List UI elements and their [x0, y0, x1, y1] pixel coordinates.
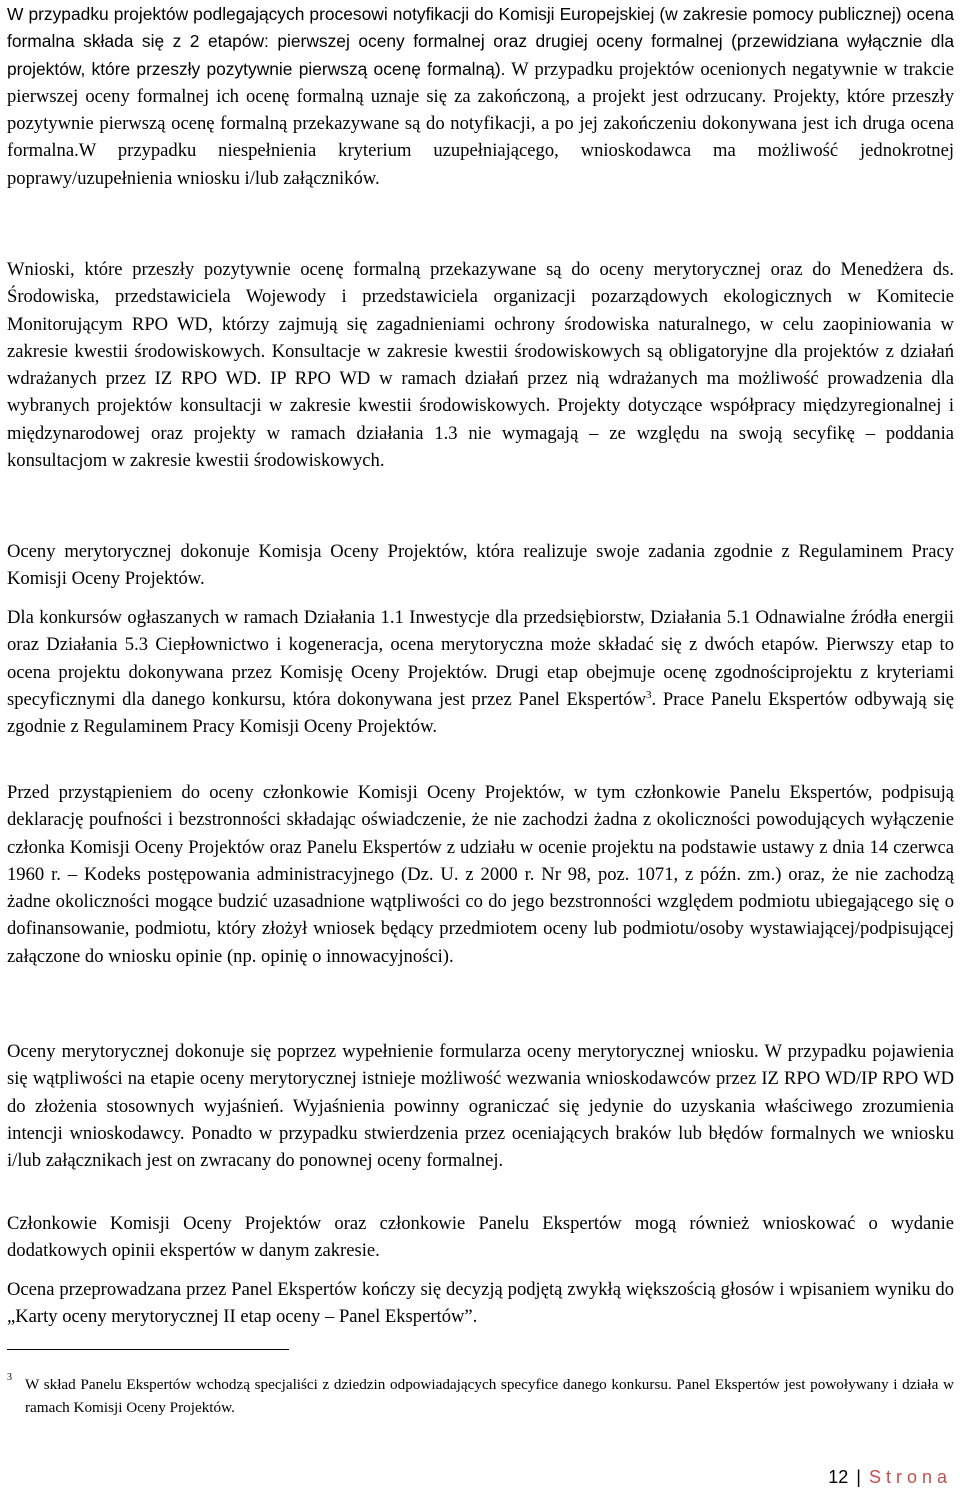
footnote-text: W skład Panelu Ekspertów wchodzą specjaliści z dziedzin odpowiadających specyfice danego konkursu. Panel Ekspertów jest powoływany i działa w ramach Komisji Oceny Projektów.: [25, 1376, 954, 1416]
paragraph-3-text: Oceny merytorycznej dokonuje Komisja Oceny Projektów, która realizuje swoje zadania zgodnie z Regulaminem Pracy Komisji Oceny Projektów.: [7, 541, 954, 590]
paragraph-7-text: Członkowie Komisji Oceny Projektów oraz członkowie Panelu Ekspertów mogą również wnioskować o wydanie dodatkowych opinii ekspertów w danym zakresie.: [7, 1213, 954, 1262]
page-number: [828, 1465, 952, 1489]
paragraph-7: [7, 1210, 954, 1265]
paragraph-5-text: Przed przystąpieniem do oceny członkowie Komisji Oceny Projektów, w tym członkowie Panelu Ekspertów, podpisują deklarację poufności i bezstronności składając oświadczenie, że nie zachodzi żadna z okoliczności powodujących wyłączenie członka Komisji Oceny Projektów oraz Panelu Ekspertów z udziału w ocenie projektu na podstawie ustawy z dnia 14 czerwca 1960 r. – Kodeks postępowania administracyjnego (Dz. U. z 2000 r. Nr 98, poz. 1071, z późn. zm.) oraz, że nie zachodzą żadne okoliczności mogące budzić uzasadnione wątpliwości co do jego bezstronności względem podmiotu ubiegającego się o dofinansowanie, podmiotu, który złożył wniosek będący przedmiotem oceny lub podmiotu/osoby wystawiającej/podpisującej załączone do wniosku opinie (np. opinię o innowacyjności).: [7, 782, 954, 967]
paragraph-4-part-3: . Prace Panelu Ekspertów odbywają się zgodnie z Regulaminem Pracy Komisji Oceny Projektów.: [7, 688, 954, 738]
page-number-value: 12: [828, 1467, 849, 1487]
paragraph-2-text: Wnioski, które przeszły pozytywnie ocenę formalną przekazywane są do oceny merytorycznej oraz do Menedżera ds. Środowiska, przedstawiciela Wojewody i przedstawiciela organizacji pozarządowych ekologicznych w Komitecie Monitorującym RPO WD, którzy zajmują się zagadnieniami ochrony środowiska naturalnego, w celu zaopiniowania w zakresie kwestii środowiskowych. Konsultacje w zakresie kwestii środowiskowych są obligatoryjne dla projektów z działań wdrażanych przez IZ RPO WD. IP RPO WD w ramach działań przez nią wdrażanych ma możliwość prowadzenia dla wybranych projektów konsultacji w zakresie kwestii środowiskowych. Projekty dotyczące współpracy międzyregionalnej i międzynarodowej oraz projekty w ramach działania 1.3 nie wymagają – ze względu na swoją secyfikę – poddania konsultacjom w zakresie kwestii środowiskowych.: [7, 259, 954, 472]
paragraph-8: [7, 1276, 954, 1331]
footnote-reference-3[interactable]: 3: [646, 688, 652, 701]
paragraph-5: [7, 779, 954, 970]
paragraph-8-text: Ocena przeprowadzana przez Panel Ekspertów kończy się decyzją podjętą zwykłą większością głosów i wpisaniem wyniku do „Karty oceny merytorycznej II etap oceny – Panel Ekspertów”.: [7, 1279, 954, 1328]
paragraph-1-part-1: W przypadku projektów podlegających procesowi notyfikacji do Komisji Europejskiej (w zakresie pomocy publicznej) ocena formalna składa się z 2 etapów: pierwszej oceny formalnej oraz drugiej oceny formalnej (przewidziana wyłącznie dla projektów, które przeszły pozytywnie pierwszą ocenę formalną).: [7, 4, 954, 79]
page-number-separator: |: [856, 1467, 861, 1487]
paragraph-1-part-2: W przypadku projektów ocenionych negatywnie w trakcie pierwszej oceny formalnej ich ocenę formalną uznaje się za zakończoną, a projekt jest odrzucany. Projekty, które przeszły pozytywnie pierwszą ocenę formalną przekazywane są do notyfikacji, a po jej zakończeniu dokonywana jest ich druga ocena formalna.W przypadku niespełnienia kryterium uzupełniającego, wnioskodawca ma możliwość jednokrotnej poprawy/uzupełnienia wniosku i/lub załączników.: [7, 58, 954, 189]
paragraph-4: [7, 604, 954, 740]
paragraph-3: [7, 538, 954, 593]
footnote: [7, 1374, 954, 1419]
paragraph-6-text: Oceny merytorycznej dokonuje się poprzez wypełnienie formularza oceny merytorycznej wniosku. W przypadku pojawienia się wątpliwości na etapie oceny merytorycznej istnieje możliwość wezwania wnioskodawców przez IZ RPO WD/IP RPO WD do złożenia stosownych wyjaśnień. Wyjaśnienia powinny ograniczać się jedynie do uzyskania właściwego zrozumienia intencji wnioskodawcy. Ponadto w przypadku stwierdzenia przez oceniających braków lub błędów formalnych we wniosku i/lub załącznikach jest on zwracany do ponownej oceny formalnej.: [7, 1041, 954, 1172]
footnote-mark: 3: [7, 1372, 12, 1383]
paragraph-6: [7, 1038, 954, 1174]
page-number-word: Strona: [868, 1467, 952, 1487]
footnote-separator: [7, 1349, 289, 1350]
paragraph-2: [7, 256, 954, 474]
paragraph-4-part-1: Dla konkursów ogłaszanych w ramach Działania 1.1 Inwestycje dla przedsiębiorstw, Działania 5.1 Odnawialne źródła energii oraz Działania 5.3 Ciepłownictwo i kogeneracja, ocena merytoryczna może składać się z dwóch etapów. Pierwszy etap to ocena projektu dokonywana przez Komisję Oceny Projektów. Drugi etap obejmuje ocenę zgodnościprojektu z kryteriami specyficznymi dla danego konkursu, która dokonywana jest przez Panel Ekspertów: [7, 607, 954, 710]
paragraph-1: [7, 1, 954, 192]
